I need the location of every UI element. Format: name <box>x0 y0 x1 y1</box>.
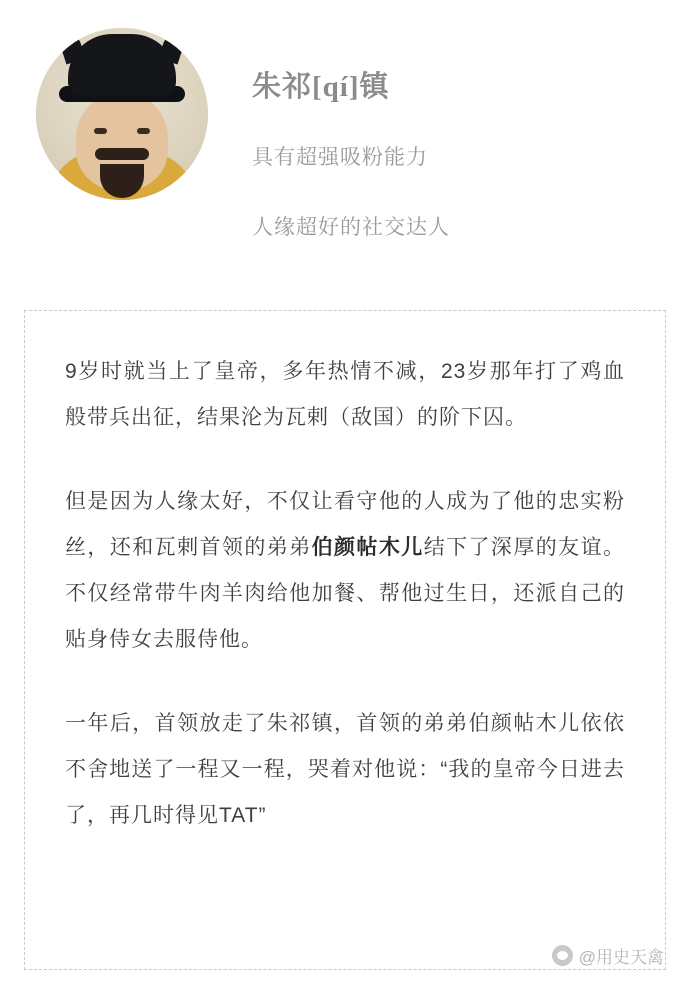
paragraph-1: 9岁时就当上了皇帝，多年热情不减，23岁那年打了鸡血般带兵出征，结果沦为瓦剌（敌国）的阶下囚。 <box>65 360 625 429</box>
paragraph-3: 一年后，首领放走了朱祁镇，首领的弟弟伯颜帖木儿依依不舍地送了一程又一程，哭着对他说：“我的皇帝今日进去了，再几时得见TAT” <box>65 712 625 827</box>
name-prefix: 朱祁 <box>252 71 313 103</box>
profile-text <box>252 28 450 241</box>
page-title <box>252 70 450 105</box>
face-shape <box>76 92 168 190</box>
tagline-secondary: 人缘超好的社交达人 <box>252 215 450 239</box>
paragraph-2 <box>65 479 625 663</box>
tagline-primary: 具有超强吸粉能力 <box>252 145 428 169</box>
left-eye <box>94 128 107 134</box>
right-eye <box>137 128 150 134</box>
paragraph-2-part-1: 但是因为人缘太好，不仅让看守他的人成为了他的忠实粉丝，还和瓦剌首领的弟弟 <box>65 490 625 559</box>
weibo-icon <box>552 945 573 966</box>
mustache <box>95 148 149 160</box>
highlight-name: 伯颜帖木儿 <box>311 536 424 559</box>
hat-icon <box>68 34 176 96</box>
paragraph-2-part-2: 结下了深厚的友谊。不仅经常带牛肉羊肉给他加餐、帮他过生日，还派自己的贴身侍女去服侍他。 <box>65 536 626 651</box>
avatar <box>36 28 208 200</box>
profile-header <box>0 0 690 268</box>
watermark <box>552 943 664 968</box>
article-card <box>24 310 666 970</box>
name-pinyin: [qí] <box>312 71 360 103</box>
name-suffix: 镇 <box>359 71 390 103</box>
watermark-text: @用史天禽 <box>578 948 664 967</box>
